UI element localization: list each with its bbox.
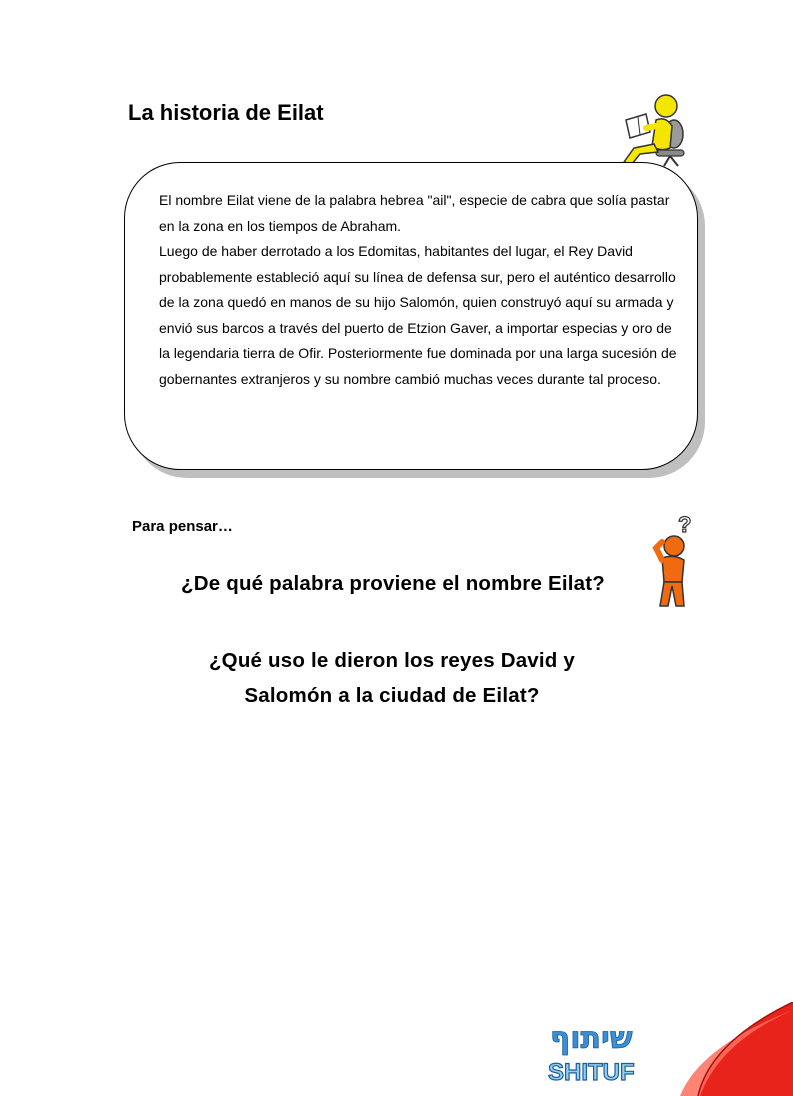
logo-hebrew-text: שיתוף: [550, 1021, 633, 1056]
svg-text:?: ?: [678, 512, 692, 537]
history-text-box: [124, 162, 698, 470]
question-2-line-2: Salomón a la ciudad de Eilat?: [244, 684, 540, 707]
think-label: Para pensar…: [132, 518, 233, 535]
history-paragraph-2: Luego de haber derrotado a los Edomitas, habitantes del lugar, el Rey David probablemente estableció aquí su línea de defensa sur, pero el auténtico desarrollo de la zona quedó en manos de su hijo Salomón, quien construyó aquí su armada y envió sus barcos a través del puerto de Etzion Gaver, a importar especias y oro de la legendaria tierra de Ofir. Posteriormente fue dominada por una larga sucesión de gobernantes extranjeros y su nombre cambió muchas veces durante tal proceso.: [159, 243, 677, 387]
page-title: La historia de Eilat: [128, 100, 324, 125]
logo-latin-text: SHITUF: [548, 1059, 635, 1086]
reading-figure-icon: [612, 92, 692, 168]
shituf-logo: [546, 1014, 638, 1092]
question-2-line-1: ¿Qué uso le dieron los reyes David y: [208, 649, 576, 672]
question-1: ¿De qué palabra proviene el nombre Eilat?: [181, 572, 605, 595]
question-2: [0, 643, 784, 713]
page-corner-decoration: [680, 1002, 793, 1096]
history-paragraph-1: El nombre Eilat viene de la palabra hebrea "ail", especie de cabra que solía pastar en la zona en los tiempos de Abraham.: [159, 192, 670, 234]
